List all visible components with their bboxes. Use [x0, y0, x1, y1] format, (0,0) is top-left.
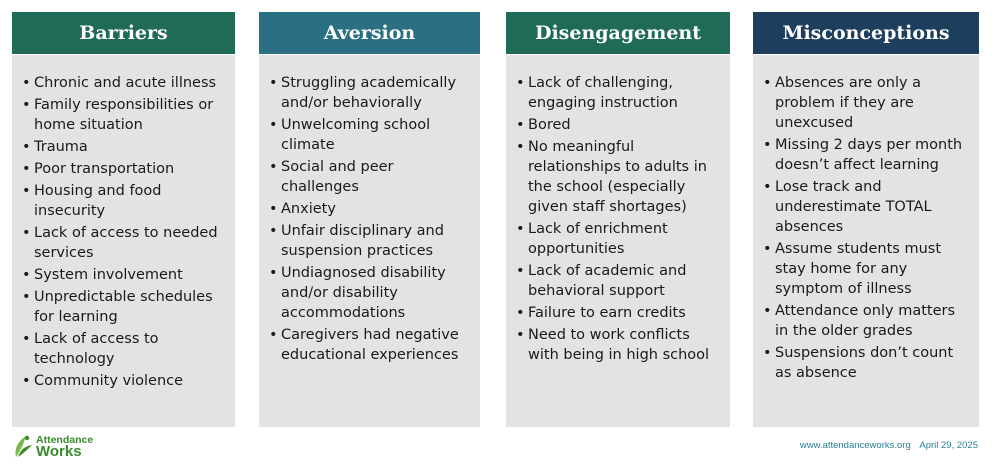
footer-info	[800, 440, 978, 451]
list-item: • Struggling academically and/or behaviorally	[269, 73, 466, 113]
list-item: • Lack of challenging, engaging instruction	[516, 73, 716, 113]
list-item: • Missing 2 days per month doesn’t affect learning	[763, 135, 965, 175]
list-item: • Anxiety	[269, 199, 466, 219]
column-body-misconceptions	[753, 55, 979, 427]
list-item: • Lack of academic and behavioral support	[516, 261, 716, 301]
list-item: • Unpredictable schedules for learning	[22, 287, 221, 327]
column-header-barriers: Barriers	[12, 12, 235, 54]
list-item: • Lack of access to needed services	[22, 223, 221, 263]
logo-text-line1: Attendance	[36, 434, 94, 446]
column-aversion	[259, 12, 480, 427]
list-item: • No meaningful relationships to adults in the school (especially given staff shortages)	[516, 137, 716, 217]
column-body-aversion	[259, 55, 480, 427]
column-body-barriers	[12, 55, 235, 427]
column-barriers	[12, 12, 235, 427]
column-header-aversion: Aversion	[259, 12, 480, 54]
column-disengagement	[506, 12, 730, 427]
list-item: • Housing and food insecurity	[22, 181, 221, 221]
leaf-icon	[12, 433, 34, 459]
footer-website[interactable]: www.attendanceworks.org	[799, 440, 911, 451]
list-item: • Poor transportation	[22, 159, 221, 179]
list-item: • Lack of access to technology	[22, 329, 221, 369]
logo-text-line2: Works	[36, 443, 82, 460]
attendance-works-logo	[12, 433, 93, 459]
list-item: • Trauma	[22, 137, 221, 157]
list-item: • Community violence	[22, 371, 221, 391]
column-header-disengagement: Disengagement	[506, 12, 730, 54]
list-item: • System involvement	[22, 265, 221, 285]
column-body-disengagement	[506, 55, 730, 427]
list-item: • Bored	[516, 115, 716, 135]
list-item: • Failure to earn credits	[516, 303, 716, 323]
list-item: • Undiagnosed disability and/or disability accommodations	[269, 263, 466, 323]
list-item: • Unwelcoming school climate	[269, 115, 466, 155]
list-item: • Absences are only a problem if they are unexcused	[763, 73, 965, 133]
list-item: • Suspensions don’t count as absence	[763, 343, 965, 383]
list-item: • Chronic and acute illness	[22, 73, 221, 93]
list-item: • Attendance only matters in the older grades	[763, 301, 965, 341]
list-item: • Need to work conflicts with being in high school	[516, 325, 716, 365]
list-item: • Lose track and underestimate TOTAL absences	[763, 177, 965, 237]
column-header-misconceptions: Misconceptions	[753, 12, 979, 54]
list-item: • Social and peer challenges	[269, 157, 466, 197]
list-item: • Unfair disciplinary and suspension practices	[269, 221, 466, 261]
list-item: • Lack of enrichment opportunities	[516, 219, 716, 259]
list-item: • Assume students must stay home for any symptom of illness	[763, 239, 965, 299]
footer-date: April 29, 2025	[919, 440, 978, 451]
column-misconceptions	[753, 12, 979, 427]
list-item: • Caregivers had negative educational experiences	[269, 325, 466, 365]
list-item: • Family responsibilities or home situation	[22, 95, 221, 135]
